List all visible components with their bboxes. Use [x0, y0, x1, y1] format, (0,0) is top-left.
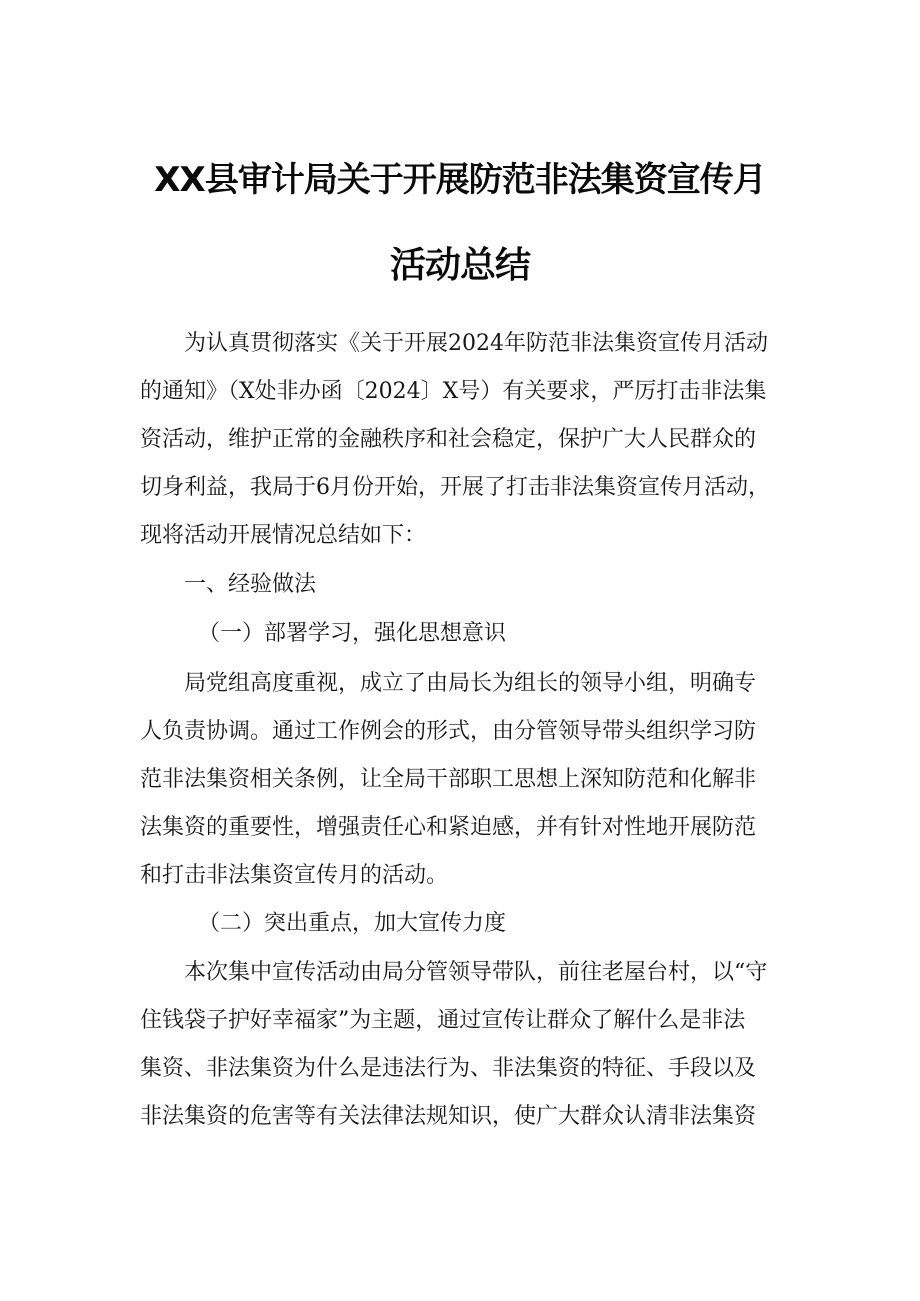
document-title-line-2: 活动总结: [389, 245, 530, 286]
body-line: 和打击非法集资宣传月的活动。: [140, 863, 449, 888]
intro-line: 的通知》（X处非办函〔2024〕X号）有关要求，严厉打击非法集: [140, 379, 767, 404]
body-line: 住钱袋子护好幸福家”为主题，通过宣传让群众了解什么是非法: [140, 1008, 746, 1033]
intro-line: 为认真贯彻落实《关于开展2024年防范非法集资宣传月活动: [184, 331, 768, 356]
body-line: 法集资的重要性，增强责任心和紧迫感，并有针对性地开展防范: [140, 815, 757, 840]
body-line: 局党组高度重视，成立了由局长为组长的领导小组，明确专: [184, 671, 757, 696]
intro-line: 切身利益，我局于6月份开始，开展了打击非法集资宣传月活动，: [140, 475, 770, 500]
subsection-heading: （二）突出重点，加大宣传力度: [198, 911, 507, 936]
body-line: 人负责协调。通过工作例会的形式，由分管领导带头组织学习防: [140, 719, 757, 744]
intro-line: 现将活动开展情况总结如下：: [140, 523, 427, 548]
section-heading: 一、经验做法: [184, 572, 317, 597]
body-line: 本次集中宣传活动由局分管领导带队，前往老屋台村，以“守: [184, 960, 768, 985]
body-line: 范非法集资相关条例，让全局干部职工思想上深知防范和化解非: [140, 767, 757, 792]
intro-line: 资活动，维护正常的金融秩序和社会稳定，保护广大人民群众的: [140, 427, 757, 452]
subsection-heading: （一）部署学习，强化思想意识: [198, 621, 507, 646]
body-line: 非法集资的危害等有关法律法规知识，使广大群众认清非法集资: [140, 1104, 757, 1129]
document-title-line-1: XX县审计局关于开展防范非法集资宣传月: [154, 160, 766, 200]
body-line: 集资、非法集资为什么是违法行为、非法集资的特征、手段以及: [140, 1056, 757, 1081]
